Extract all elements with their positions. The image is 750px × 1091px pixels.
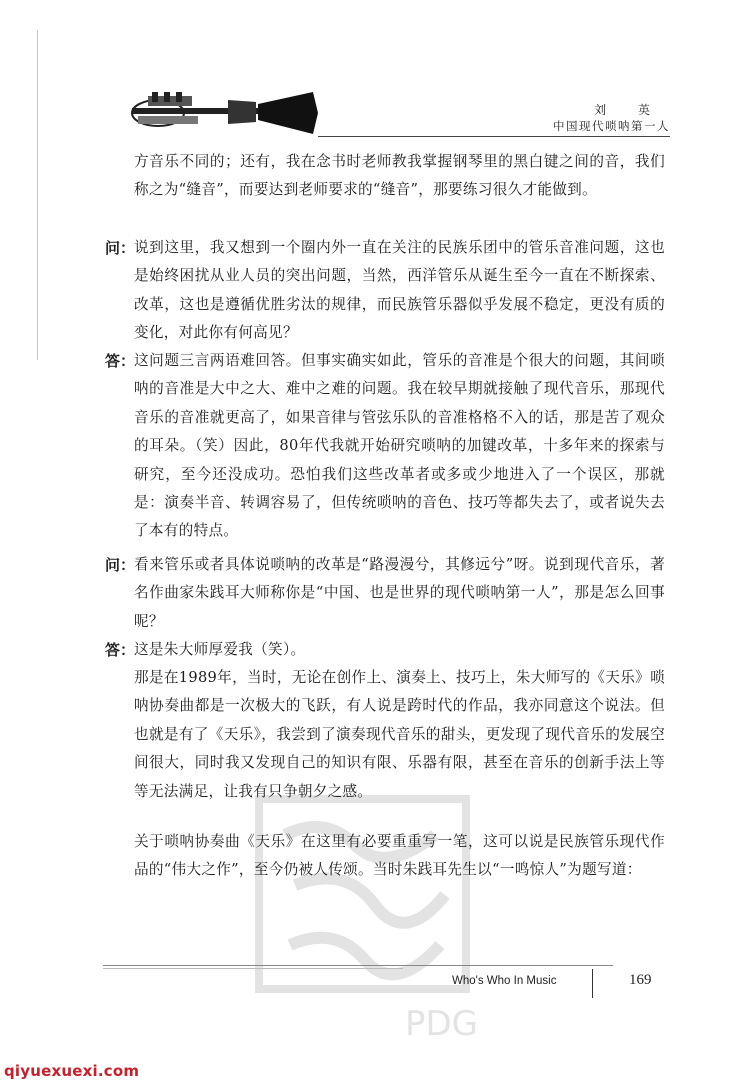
answer-label: 答：: [105, 641, 136, 659]
scan-edge-line: [37, 30, 38, 360]
paragraph-1989: 那是在1989年，当时，无论在创作上、演奏上、技巧上，朱大师写的《天乐》唢呐协奏曲都是一次极大的飞跃，有人说是跨时代的作品，我亦同意这个说法。但也就是有了《天乐》，我尝到了演奏现代音乐的甜头，更发现了现代音乐的发展空间很大，同时我又发现自己的知识有限、乐器有限，甚至在音乐的创新手法上等等无法满足，让我有只争朝夕之感。: [134, 669, 665, 800]
page-number: 169: [629, 972, 652, 988]
answer-text: 这是朱大师厚爱我（笑）。: [134, 641, 306, 658]
header-author: 刘 英: [594, 103, 664, 117]
footer-series: Who's Who In Music: [452, 975, 557, 987]
paragraph-note: 关于唢呐协奏曲《天乐》在这里有必要重重写一笔，这可以说是民族管乐现代作品的“伟大之作”，至今仍被人传颂。当时朱践耳先生以“一鸣惊人”为题写道：: [134, 833, 665, 879]
question-label: 问：: [105, 239, 136, 257]
footer-rule-secondary: [103, 968, 403, 969]
footer-rule: [103, 965, 613, 966]
header-subtitle: 中国现代唢呐第一人: [553, 119, 670, 133]
paragraph-continuation: 方音乐不同的；还有，我在念书时老师教我掌握钢琴里的黑白键之间的音，我们称之为“缝音”，而要达到老师要求的“缝音”，那要练习很久才能做到。: [134, 153, 665, 199]
question-text: 看来管乐或者具体说唢呐的改革是“路漫漫兮，其修远兮”呀。说到现代音乐，著名作曲家朱践耳大师称你是“中国、也是世界的现代唢呐第一人”，那是怎么回事呢？: [134, 556, 665, 630]
question-label: 问：: [105, 556, 136, 574]
svg-text:PDG: PDG: [405, 1004, 479, 1044]
trumpet-icon: [128, 90, 324, 136]
header-rule: [318, 136, 670, 137]
answer-label: 答：: [105, 352, 136, 370]
answer-text: 这问题三言两语难回答。但事实确实如此，管乐的音准是个很大的问题，其间唢呐的音准是大中之大、难中之难的问题。我在较早期就接触了现代音乐，那现代音乐的音准就更高了，如果音律与管弦乐队的音准格格不入的话，那是苦了观众的耳朵。（笑）因此，80年代我就开始研究唢呐的加键改革，十多年来的探索与研究，至今还没成功。恐怕我们这些改革者或多或少地进入了一个误区，那就是：演奏半音、转调容易了，但传统唢呐的音色、技巧等都失去了，或者说失去了本有的特点。: [134, 352, 665, 540]
question-text: 说到这里，我又想到一个圈内外一直在关注的民族乐团中的管乐音准问题，这也是始终困扰从业人员的突出问题，当然，西洋管乐从诞生至今一直在不断探索、改革，这也是遵循优胜劣汰的规律，而民族管乐器似乎发展不稳定，更没有质的变化，对此你有何高见？: [134, 239, 665, 342]
footer-divider: [592, 969, 593, 998]
site-watermark[interactable]: qiyuexuexi.com: [4, 1062, 140, 1080]
